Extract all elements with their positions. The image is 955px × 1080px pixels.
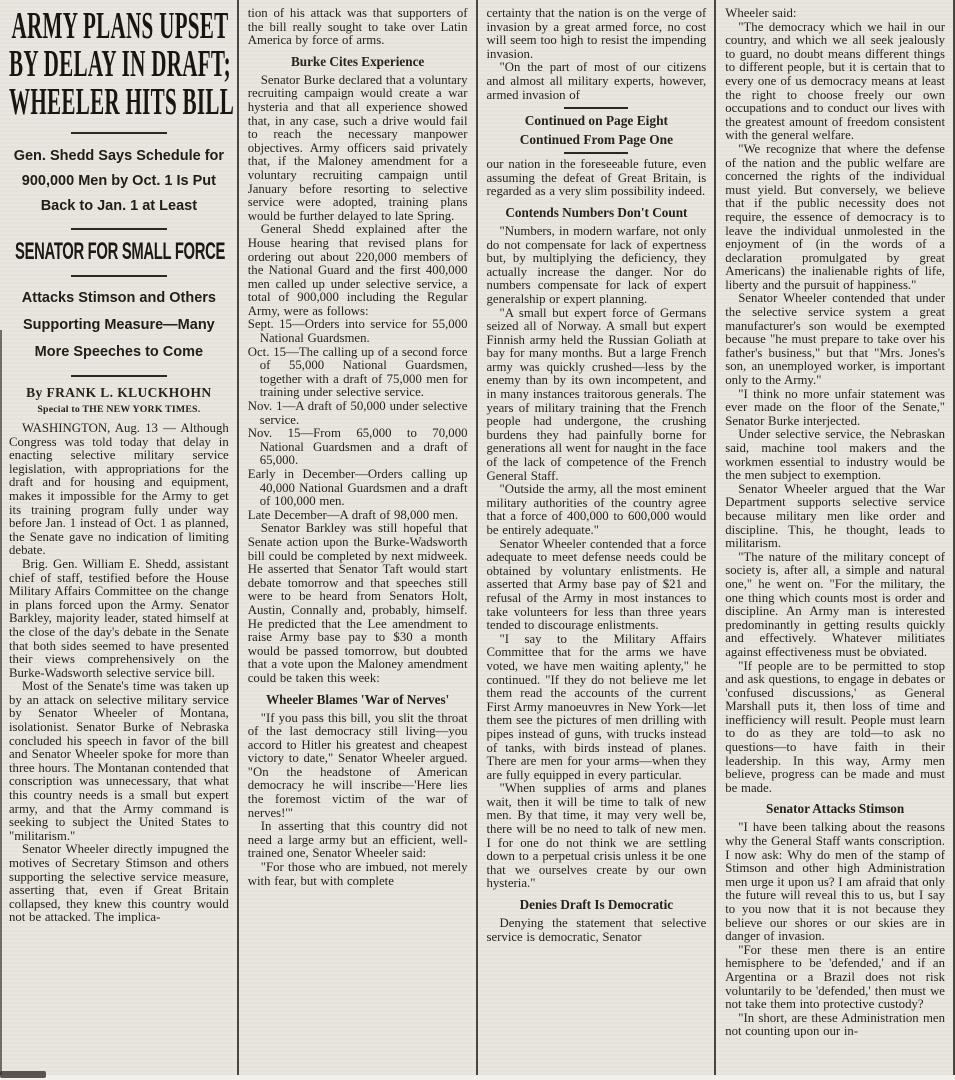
- divider-rule: [564, 152, 628, 154]
- divider-rule: [71, 375, 167, 377]
- article-paragraph: "Numbers, in modern warfare, not only do not compensate for lack of expertness but, by multiplying the deficiency, they actually increase the danger. Nor do numbers compensate for lack of expert generalship or expert planning.: [486, 223, 707, 306]
- scan-edge-artifact: [0, 330, 2, 1075]
- subhead-burke-cites-experience: Burke Cites Experience: [290, 53, 425, 69]
- article-paragraph: In asserting that this country did not need a large army but an efficient, well-trained one, Senator Wheeler said:: [247, 819, 468, 861]
- article-paragraph: Brig. Gen. William E. Shedd, assistant chief of staff, testified before the House Military Affairs Committee on the change in plans forced upon the Army. Senator Barkley, majority leader, stated himself at the close of the day's debate in the Senate that both sides seemed to have presented their views comprehensively on the Burke-Wadsworth selective service bill.: [9, 556, 229, 680]
- article-paragraph: Senator Wheeler directly impugned the motives of Secretary Stimson and others supporting the selective service measure, asserting that, even if Great Britain collapsed, they knew this country would not be attacked. The implica-: [9, 842, 229, 925]
- subhead-senator-attacks-stimson: Senator Attacks Stimson: [766, 801, 905, 817]
- article-paragraph: our nation in the foreseeable future, even assuming the defeat of Great Britain, is regarded as a very slim possibility indeed.: [486, 157, 707, 199]
- article-paragraph: "The democracy which we hail in our country, and which we all seek jealously to guard, no doubt means different things to different people, but it is certain that to every one of us democracy means at least the right to choose freely our own occupations and to conduct our lives with the greatest amount of freedom consistent with the general welfare.: [725, 19, 945, 143]
- article-paragraph: "In short, are these Administration men not counting upon our in-: [725, 1010, 945, 1039]
- article-paragraph: "I say to the Military Affairs Committee that for the arms we have voted, we have men waiting aplenty," he continued. "If they do not believe me let them read the accounts of the current First Army manoeuvres in New York—let them see the pictures of men drilling with pipes instead of guns, with trucks instead of tanks, with birds instead of planes. There are men for your arms—when they are fully equipped in every particular.: [486, 631, 707, 782]
- subhead-wheeler-blames-war-of-nerves: Wheeler Blames 'War of Nerves': [265, 691, 450, 707]
- divider-rule: [71, 228, 167, 230]
- divider-rule: [71, 275, 167, 277]
- article-paragraph: Denying the statement that selective service is democratic, Senator: [486, 916, 707, 944]
- article-paragraph: Most of the Senate's time was taken up by an attack on selective military service by Senator Wheeler of Montana, isolationist. Senator Burke of Nebraska concluded his speech in favor of the bill and Senator Wheeler spoke for more than three hours. The Montanan contended that conscription was unnecessary, that what this country needs is a small but expert army, and that the Army command is seeking to subject the United States to "militarism.": [9, 679, 229, 843]
- article-paragraph: "The nature of the military concept of society is, after all, a simple and natural one," he went on. "For the military, the one thing which counts most is order and discipline. An Army man is interested predominantly in getting results quickly and effectively. Whatever militiates against effectiveness must be obviated.: [725, 549, 945, 659]
- schedule-item: Nov. 15—From 65,000 to 70,000 National Guardsmen and a draft of 65,000.: [247, 426, 468, 468]
- scan-edge-artifact: [0, 1075, 955, 1080]
- article-paragraph: tion of his attack was that supporters of the bill really sought to take over Latin America by force of arms.: [247, 6, 468, 48]
- article-paragraph: "When supplies of arms and planes wait, then it will be time to talk of new men. By that time, it may very well be, there will be no need to talk of new men. I for one do not think we are settling down to a perpetual crisis unless it be one that we ourselves create by our own hysteria.": [486, 781, 707, 891]
- article-paragraph: "On the part of most of our citizens and almost all military experts, however, armed invasion of: [486, 60, 707, 102]
- deck-primary: Gen. Shedd Says Schedule for 900,000 Men by Oct. 1 Is Put Back to Jan. 1 at Least: [13, 148, 225, 214]
- headline-block: [9, 5, 235, 415]
- article-paragraph: Senator Burke declared that a voluntary recruiting campaign would create a war hysteria and that all experience showed that, in any case, such a drive would fail to reach the necessary manpower objectives. Army officers said privately that, if the Maloney amendment for a voluntary recruiting campaign until January before resorting to selective service were adopted, training plans would be further delayed to late Spring.: [247, 72, 468, 223]
- byline-credit: Special to THE NEW YORK TIMES.: [37, 404, 201, 415]
- article-paragraph: Wheeler said:: [725, 6, 797, 20]
- divider-rule: [71, 132, 167, 134]
- article-paragraph: certainty that the nation is on the verge of invasion by a great armed force, no cost will seem too high to resist the impending invasion.: [486, 6, 707, 61]
- article-paragraph: Senator Barkley was still hopeful that Senate action upon the Burke-Wadsworth bill could be completed by next midweek. He asserted that Senator Taft would start debate tomorrow and that speeches still were to be heard from Senators Holt, Austin, Connally and, probably, himself. He predicted that the Lee amendment to raise Army base pay to $30 a month would be passed tomorrow, but doubted that a vote upon the Maloney amendment could be taken this week:: [247, 521, 468, 685]
- continued-from-page-one: Continued From Page One: [519, 132, 674, 148]
- column-2: [239, 0, 478, 1080]
- byline: By FRANK L. KLUCKHOHN: [26, 385, 212, 400]
- article-paragraph: "If you pass this bill, you slit the throat of the last democracy still living—you accord to Hitler his greatest and cheapest victory to date," Senator Wheeler argued. "On the headstone of American democracy he will inscribe—'Here lies the foremost victim of the war of nerves!'": [247, 710, 468, 820]
- schedule-item: Oct. 15—The calling up of a second force of 55,000 National Guardsmen, together with a draft of 75,000 men for training under selective service.: [247, 344, 468, 400]
- article-paragraph: Senator Wheeler contended that under the selective service system a great manufacturer's son would be exempted because "he must prepare to take over his father's business," but that "Mrs. Jones's son, an unemployed worker, is important only to the Army.": [725, 291, 945, 388]
- headline-line-1: ARMY PLANS UPSET: [11, 5, 229, 47]
- article-paragraph: Senator Wheeler contended that a force adequate to meet defense needs could be obtained by voluntary enlistments. He asserted that Army base pay of $21 and refusal of the Army in most instances to take volunteers for less than three years tended to discourage enlistments.: [486, 536, 707, 633]
- crosshead: SENATOR FOR SMALL FORCE: [15, 238, 226, 265]
- article-paragraph: "If people are to be permitted to stop and ask questions, to engage in debates or 'confused discussions,' as General Marshall puts it, then loss of time and inefficiency will result. People must learn to do as they are told—to ask no questions—to have faith in their leadership. In this way, Army men believe, progress can be made and must be made.: [725, 658, 945, 795]
- schedule-item: Sept. 15—Orders into service for 55,000 National Guardsmen.: [247, 317, 468, 346]
- column-1: [0, 0, 239, 1080]
- subhead-contends-numbers-dont-count: Contends Numbers Don't Count: [505, 204, 688, 220]
- column-3: [478, 0, 717, 1080]
- article-paragraph: "I think no more unfair statement was ever made on the floor of the Senate," Senator Burke interjected.: [725, 386, 945, 428]
- schedule-item: Early in December—Orders calling up 40,000 National Guardsmen and a draft of 100,000 men.: [247, 467, 468, 509]
- article-paragraph: "For those who are imbued, not merely with fear, but with complete: [247, 860, 468, 888]
- headline-line-3: WHEELER HITS BILL: [9, 81, 235, 123]
- continued-on-page-eight: Continued on Page Eight: [524, 113, 668, 129]
- deck-secondary: Attacks Stimson and Others Supporting Measure—Many More Speeches to Come: [21, 290, 216, 360]
- article-paragraph: "Outside the army, all the most eminent military authorities of the country agree that a force of 400,000 to 600,000 would be entirely adequate.": [486, 482, 707, 537]
- article-paragraph: "I have been talking about the reasons why the General Staff wants conscription. I now ask: Why do men of the stamp of Stimson and other high Administration men urge it upon us? I am afraid that only the future will reveal this to us, but I say to you now that it is not because they believe our shores or our skies are in danger of invasion.: [725, 820, 945, 944]
- article-paragraph: "A small but expert force of Germans seized all of Norway. A small but expert Finnish army held the Russian Goliath at bay for many months. But a large French army was quickly crushed—less by the enemy than by its own incompetent, and in many instances traitorous generals. The years of military training that the French people had undergone, the crushing burdens they had painfully borne for generations all went for naught in the face of the lack of competence of the French General Staff.: [486, 305, 707, 483]
- article-paragraph: "We recognize that where the defense of the nation and the public welfare are concerned the rights of the individual must yield. But conversely, we believe that if the public necessity does not require, the essence of democracy is to leave the individual unmolested in the enjoyment of (in the words of a declaration promulgated by great Americans) the inalienable rights of life, liberty and the pursuit of happiness.": [725, 141, 945, 292]
- divider-rule: [564, 107, 628, 109]
- headline-line-2: BY DELAY IN DRAFT;: [9, 43, 231, 85]
- article-paragraph: WASHINGTON, Aug. 13 — Although Congress was told today that delay in enacting selective military service legislation, with appropriations for the draft and for housing and equipment, makes it impossible for the Army to get its training program fully under way before Jan. 1 instead of Oct. 1 as planned, the Senate gave no indication of limiting debate.: [9, 421, 229, 558]
- schedule-item: Nov. 1—A draft of 50,000 under selective service.: [247, 399, 468, 427]
- scan-smudge-artifact: [0, 1071, 46, 1078]
- article-paragraph: Under selective service, the Nebraskan said, machine tool makers and the workmen essential to industry would be the men subject to exemption.: [725, 427, 945, 483]
- subhead-denies-draft-is-democratic: Denies Draft Is Democratic: [519, 897, 674, 913]
- article-paragraph: General Shedd explained after the House hearing that revised plans for ordering out about 220,000 members of the National Guard and the first 400,000 men called up under selective service, a total of 900,000 including the Regular Army, were as follows:: [247, 222, 468, 318]
- article-paragraph: "For these men there is an entire hemisphere to be 'defended,' and if an Argentina or a Brazil does not risk voluntarily to be 'defended,' then must we not take them into protective custody?: [725, 942, 945, 1012]
- column-4: [716, 0, 955, 1080]
- article-paragraph: Senator Wheeler argued that the War Department supports selective service because military men like order and discipline. This, he thought, leads to militarism.: [725, 481, 945, 551]
- schedule-item: Late December—A draft of 98,000 men.: [247, 507, 459, 522]
